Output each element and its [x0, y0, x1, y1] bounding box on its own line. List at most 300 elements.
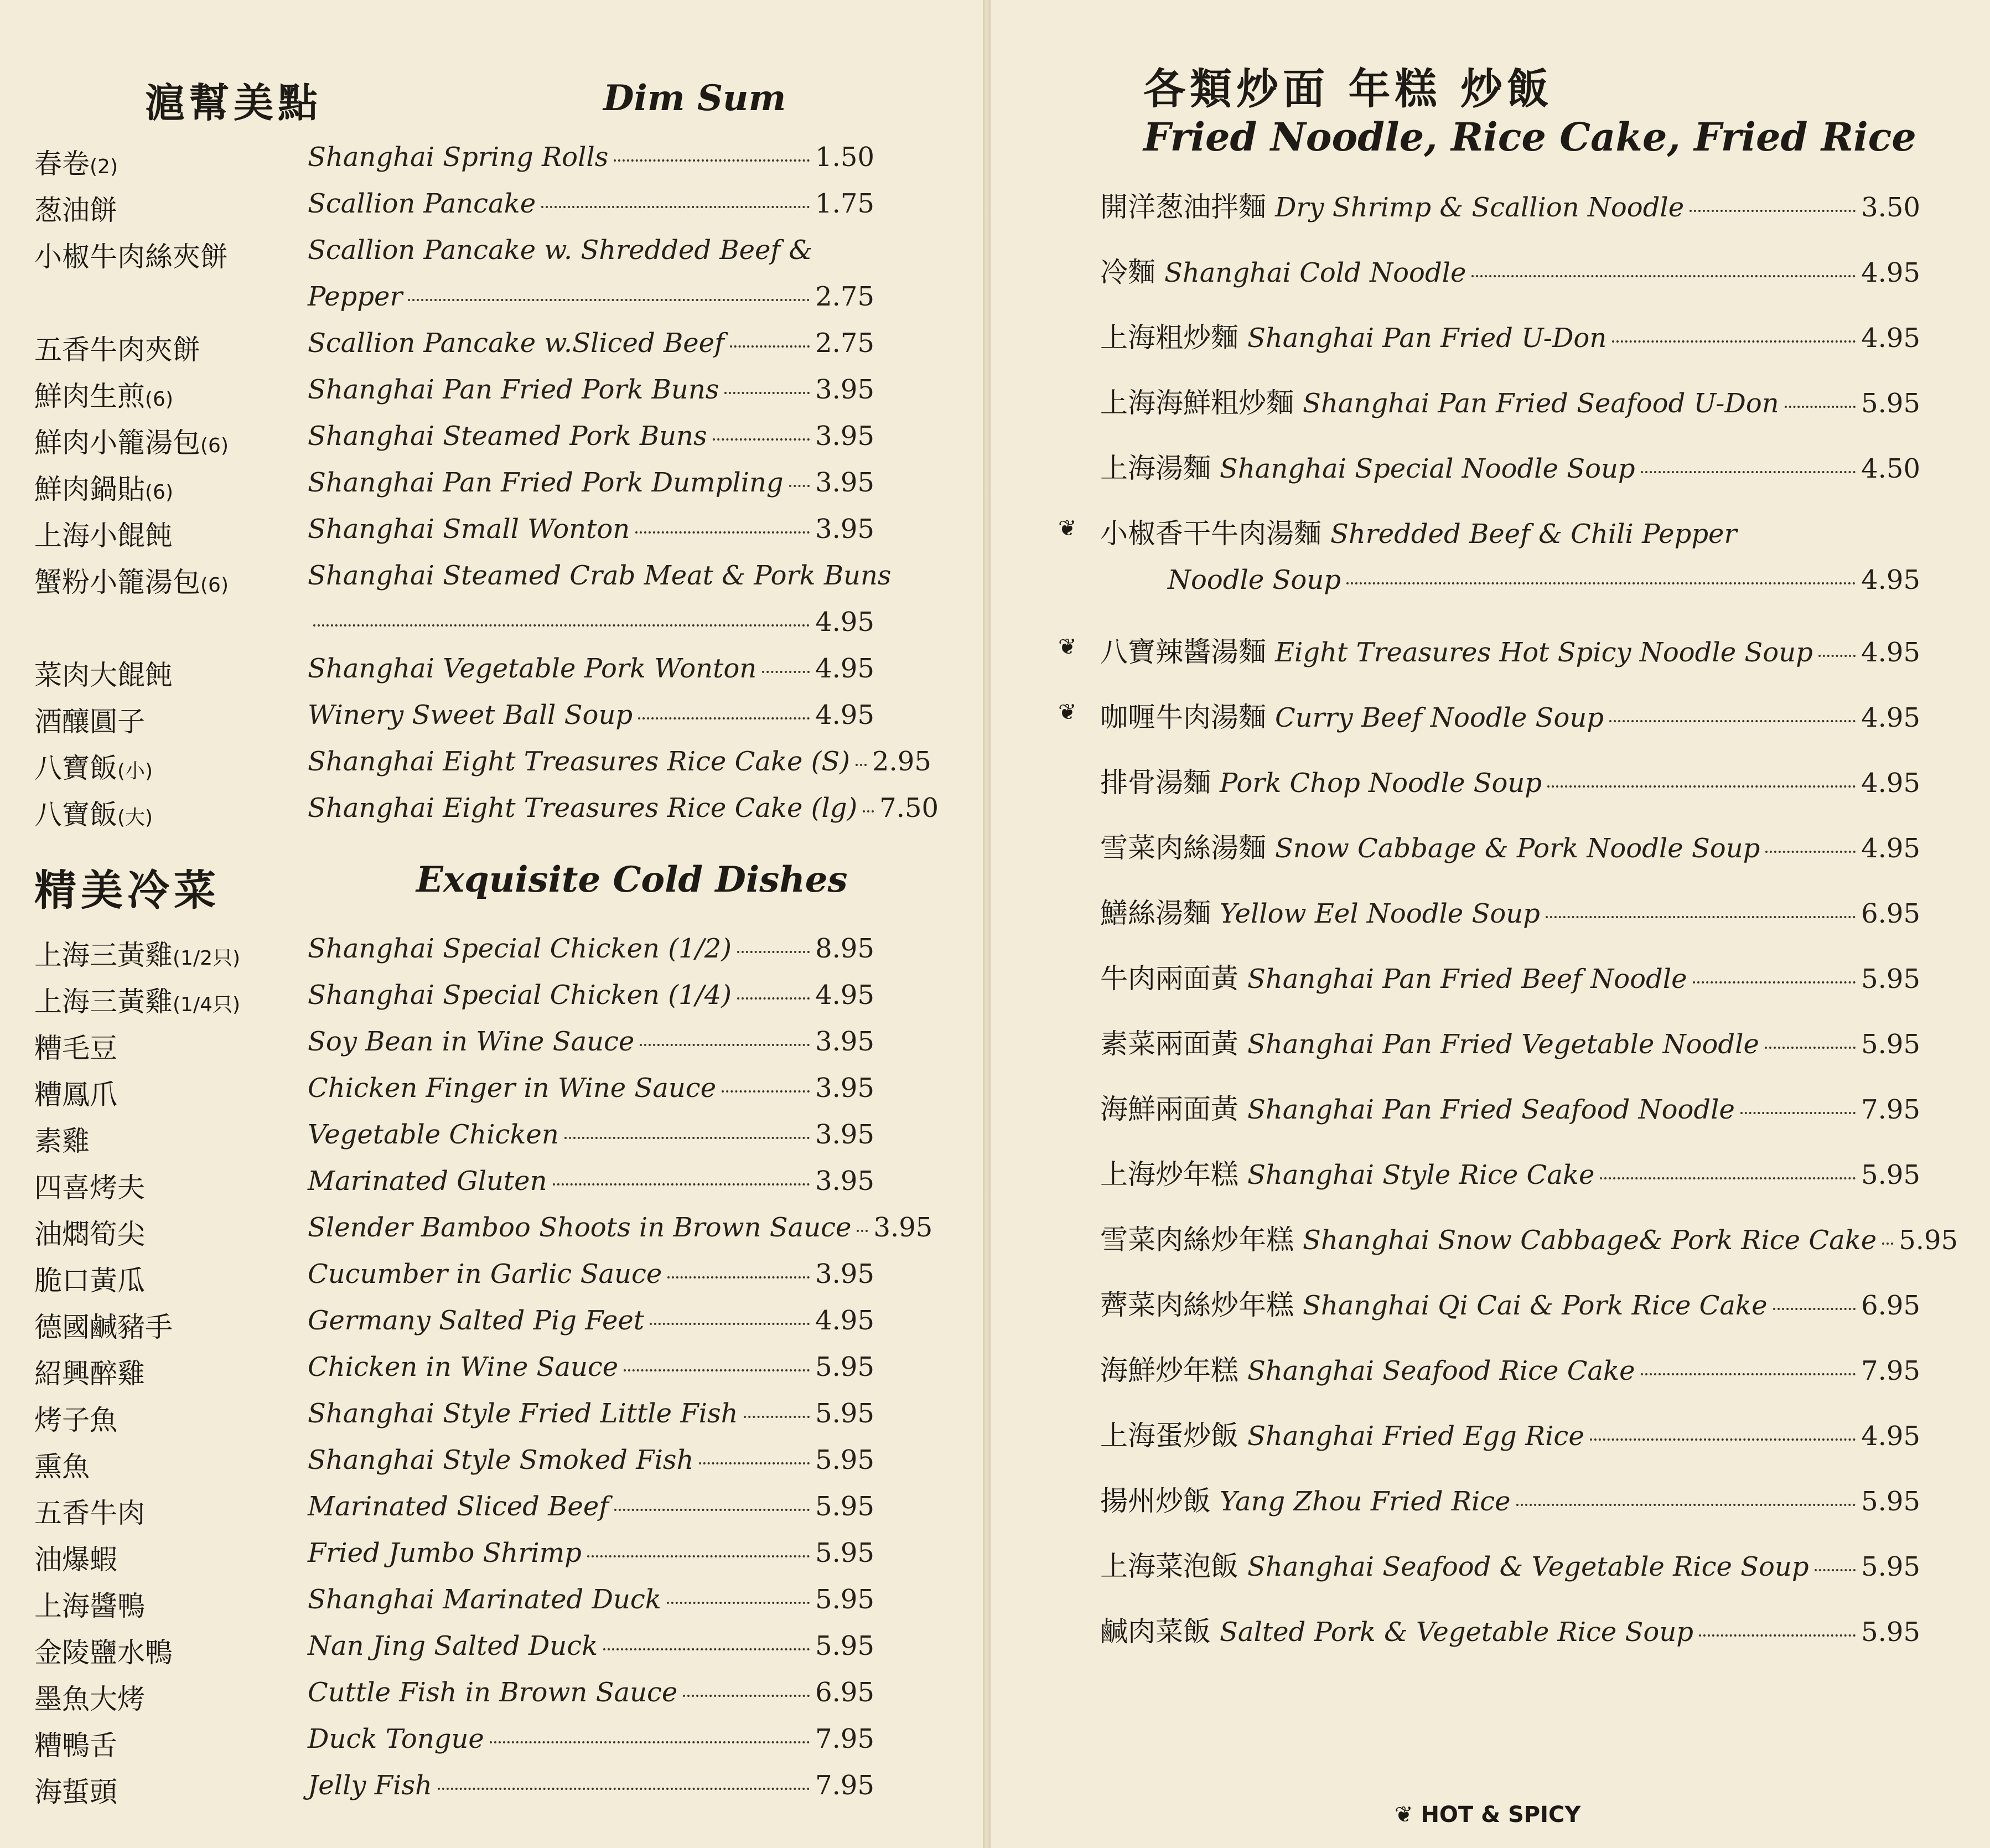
menu-item-row — [1100, 185, 1920, 225]
menu-item-row — [308, 793, 939, 824]
item-price: 5.95 — [815, 1445, 874, 1476]
leader-dots — [683, 1695, 810, 1697]
leader-dots — [762, 671, 810, 673]
item-price: 2.75 — [815, 328, 874, 359]
menu-item-row — [1100, 1609, 1920, 1649]
item-name-en: Nan Jing Salted Duck — [308, 1630, 598, 1661]
leader-dots — [863, 810, 874, 812]
item-name-en: Scallion Pancake w. Shredded Beef & — [308, 235, 813, 266]
menu-item-row — [1100, 760, 1920, 800]
item-price: 2.75 — [815, 281, 874, 312]
menu-item-name-cn — [34, 374, 173, 414]
item-cn: 咖喱牛肉湯麵 — [1100, 701, 1266, 733]
item-cn: 四喜烤夫 — [34, 1172, 145, 1204]
item-name-en: Shanghai Pan Fried Seafood Noodle — [1247, 1094, 1735, 1125]
item-price: 3.95 — [815, 421, 874, 452]
item-name-en: Eight Treasures Hot Spicy Noodle Soup — [1275, 637, 1813, 668]
item-name-en: Yellow Eel Noodle Soup — [1220, 898, 1540, 929]
item-name-en: Shanghai Special Chicken (1/4) — [308, 980, 732, 1011]
item-cn: 脆口黃瓜 — [34, 1265, 145, 1297]
leader-dots — [699, 1462, 810, 1464]
chili-pepper-icon: ❦ — [1395, 1802, 1413, 1828]
item-price: 4.95 — [1861, 833, 1920, 864]
menu-item-row — [308, 142, 874, 173]
leader-dots — [564, 1137, 810, 1139]
item-price: 6.95 — [1861, 1290, 1920, 1321]
menu-item-row-continued — [308, 607, 874, 638]
leader-dots — [1690, 210, 1856, 212]
leader-dots — [1785, 406, 1856, 408]
item-cn: 八寶飯 — [34, 752, 117, 784]
item-price: 5.95 — [815, 1584, 874, 1615]
noodle-title-cn: 各類炒面 年糕 炒飯 — [1143, 64, 1553, 113]
item-price: 6.95 — [815, 1677, 874, 1708]
hot-spicy-legend — [1395, 1802, 1580, 1828]
menu-item-row — [308, 1026, 874, 1057]
item-cn: 素雞 — [34, 1125, 90, 1157]
item-price: 5.95 — [815, 1630, 874, 1661]
menu-item-name-cn — [34, 1723, 117, 1763]
item-cn: 熏魚 — [34, 1451, 90, 1483]
legend-label: HOT & SPICY — [1421, 1802, 1581, 1828]
leader-dots — [587, 1555, 810, 1557]
item-price: 5.95 — [815, 1398, 874, 1429]
item-name-en: Slender Bamboo Shoots in Brown Sauce — [308, 1212, 852, 1243]
menu-item-row — [308, 1677, 874, 1708]
leader-dots — [789, 485, 810, 487]
item-name-en: Soy Bean in Wine Sauce — [308, 1026, 635, 1057]
item-price: 5.95 — [815, 1352, 874, 1383]
item-name-en: Shanghai Style Rice Cake — [1247, 1159, 1595, 1190]
item-cn: 油燜筍尖 — [34, 1218, 145, 1250]
item-name-en: Shanghai Small Wonton — [308, 514, 630, 545]
item-cn: 蟹粉小籠湯包 — [34, 566, 200, 598]
leader-dots — [1740, 1112, 1856, 1114]
menu-item-row — [308, 235, 885, 266]
item-price: 5.95 — [815, 1538, 874, 1569]
leader-dots — [603, 1648, 810, 1650]
item-cn: 上海小餛飩 — [34, 520, 173, 552]
item-price: 4.95 — [1861, 702, 1920, 733]
menu-item-row — [308, 188, 874, 219]
item-cn: 上海海鮮粗炒麵 — [1100, 387, 1294, 419]
leader-dots — [1641, 1373, 1856, 1375]
item-cn: 上海粗炒麵 — [1100, 322, 1238, 354]
item-cn: 牛肉兩面黃 — [1100, 962, 1238, 995]
menu-item-row — [308, 421, 874, 452]
menu-item-row — [308, 1305, 874, 1336]
menu-item-name-cn — [34, 1398, 117, 1438]
leader-dots — [737, 951, 810, 953]
item-price: 3.95 — [815, 1259, 874, 1290]
menu-item-row — [308, 933, 874, 964]
menu-item-row — [308, 1770, 874, 1801]
menu-item-name-cn — [34, 653, 173, 693]
item-name-en: Noodle Soup — [1168, 565, 1341, 596]
menu-item-row — [308, 1538, 874, 1569]
menu-item-name-cn — [34, 1026, 117, 1066]
menu-item-name-cn — [34, 1305, 173, 1345]
item-price: 1.50 — [815, 142, 874, 173]
leader-dots — [1773, 1308, 1856, 1310]
leader-dots — [614, 1509, 810, 1511]
menu-item-row — [1100, 250, 1920, 290]
menu-item-name-cn — [34, 1212, 145, 1252]
item-name-en: Shanghai Seafood & Vegetable Rice Soup — [1247, 1551, 1809, 1582]
menu-item-name-cn — [34, 1770, 117, 1810]
item-name-en: Shanghai Special Chicken (1/2) — [308, 933, 732, 964]
menu-item-name-cn — [34, 1073, 117, 1112]
menu-item-name-cn — [34, 933, 240, 973]
menu-item-row — [308, 1398, 874, 1429]
item-cn: 素菜兩面黃 — [1100, 1028, 1238, 1060]
item-name-en: Winery Sweet Ball Soup — [308, 700, 633, 731]
chili-pepper-icon: ❦ — [1058, 516, 1077, 541]
leader-dots — [1600, 1177, 1856, 1179]
item-price: 3.95 — [815, 1026, 874, 1057]
menu-item-row — [308, 746, 931, 777]
item-cn-note: (6) — [145, 481, 173, 504]
item-cn: 上海三黃雞 — [34, 939, 173, 971]
item-name-en: Curry Beef Noodle Soup — [1275, 702, 1604, 733]
item-cn: 揚州炒飯 — [1100, 1485, 1211, 1517]
menu-item-name-cn — [34, 1584, 145, 1624]
item-name-en: Shanghai Special Noodle Soup — [1220, 453, 1635, 484]
menu-item-row — [308, 1212, 933, 1243]
item-cn-note: (大) — [117, 806, 153, 829]
menu-item-row — [308, 1491, 874, 1522]
item-name-en: Scallion Pancake w.Sliced Beef — [308, 328, 724, 359]
item-name-en: Fried Jumbo Shrimp — [308, 1538, 582, 1569]
item-price: 7.95 — [815, 1770, 874, 1801]
item-cn: 上海蛋炒飯 — [1100, 1420, 1238, 1452]
item-name-en: Shanghai Pan Fried Vegetable Noodle — [1247, 1029, 1759, 1060]
item-cn: 鮮肉小籠湯包 — [34, 427, 200, 459]
item-name-en: Snow Cabbage & Pork Noodle Soup — [1275, 833, 1760, 864]
item-cn: 上海炒年糕 — [1100, 1158, 1238, 1190]
menu-item-row-continued — [308, 281, 874, 312]
item-price: 4.95 — [815, 653, 874, 684]
leader-dots — [667, 1276, 810, 1278]
item-cn: 小椒牛肉絲夾餅 — [34, 241, 228, 273]
menu-item-row — [1100, 956, 1920, 996]
item-name-en: Shanghai Pan Fried U-Don — [1247, 323, 1607, 354]
leader-dots — [713, 438, 810, 441]
item-price: 5.95 — [1861, 388, 1920, 419]
leader-dots — [640, 1044, 810, 1046]
menu-item-name-cn — [34, 1259, 145, 1298]
item-cn-note: (1/4只) — [173, 993, 241, 1016]
item-name-en: Pepper — [308, 281, 403, 312]
item-price: 4.95 — [1861, 637, 1920, 668]
leader-dots — [553, 1183, 810, 1186]
menu-item-row — [308, 1166, 874, 1197]
menu-item-row — [308, 980, 874, 1011]
leader-dots — [635, 531, 810, 534]
item-cn: 海鮮兩面黃 — [1100, 1093, 1238, 1125]
dimsum-title-cn: 滬幫美點 — [145, 79, 323, 126]
item-name-en: Shanghai Pan Fried Pork Dumpling — [308, 467, 784, 498]
item-name-en: Salted Pork & Vegetable Rice Soup — [1220, 1617, 1693, 1648]
item-cn: 上海醬鴨 — [34, 1590, 145, 1622]
chili-pepper-icon: ❦ — [1058, 700, 1077, 725]
item-cn: 八寶辣醬湯麵 — [1100, 636, 1266, 668]
item-cn: 烤子魚 — [34, 1404, 117, 1436]
leader-dots — [667, 1602, 810, 1604]
item-name-en: Pork Chop Noodle Soup — [1220, 768, 1542, 799]
leader-dots — [730, 345, 810, 348]
item-name-en: Cuttle Fish in Brown Sauce — [308, 1677, 678, 1708]
menu-item-row — [1100, 1087, 1920, 1127]
leader-dots — [1471, 275, 1856, 277]
cold-title-cn: 精美冷菜 — [34, 866, 220, 915]
item-name-en: Shanghai Steamed Pork Buns — [308, 421, 707, 452]
item-price: 2.95 — [872, 746, 931, 777]
item-price: 3.95 — [815, 374, 874, 405]
menu-item-name-cn — [34, 1445, 90, 1484]
item-price: 3.95 — [873, 1212, 933, 1243]
menu-item-row — [308, 1119, 874, 1150]
item-name-en: Shanghai Fried Egg Rice — [1247, 1421, 1584, 1452]
leader-dots — [1815, 1569, 1856, 1571]
item-price: 7.95 — [1861, 1094, 1920, 1125]
item-price: 4.95 — [815, 607, 874, 638]
leader-dots — [1609, 720, 1856, 722]
item-cn: 五香牛肉 — [34, 1497, 145, 1529]
menu-item-name-cn — [34, 1352, 145, 1391]
menu-item-name-cn — [34, 700, 145, 739]
menu-item-row — [1100, 1022, 1920, 1062]
leader-dots — [1547, 785, 1856, 788]
item-price: 4.95 — [1861, 257, 1920, 288]
item-cn: 鮮肉鍋貼 — [34, 473, 145, 505]
item-cn: 冷麵 — [1100, 256, 1155, 288]
item-name-en: Shanghai Style Fried Little Fish — [308, 1398, 738, 1429]
item-name-en: Shanghai Cold Noodle — [1164, 257, 1466, 288]
item-price: 5.95 — [1861, 1617, 1920, 1648]
item-name-en: Scallion Pancake — [308, 188, 536, 219]
item-price: 7.50 — [879, 793, 939, 824]
menu-item-row-continued — [1168, 565, 1920, 596]
leader-dots — [1641, 471, 1856, 473]
item-cn: 紹興醉雞 — [34, 1358, 145, 1390]
leader-dots — [1516, 1504, 1856, 1506]
item-cn: 開洋葱油拌麵 — [1100, 191, 1266, 223]
menu-item-name-cn — [34, 328, 200, 367]
menu-item-row — [1100, 1218, 1958, 1257]
item-cn: 排骨湯麵 — [1100, 767, 1211, 799]
item-price: 3.95 — [815, 1073, 874, 1104]
item-name-en: Shanghai Pan Fried Beef Noodle — [1247, 964, 1687, 995]
menu-item-row — [1100, 891, 1920, 931]
item-name-en: Yang Zhou Fried Rice — [1220, 1486, 1511, 1517]
menu-item-row — [308, 514, 874, 545]
menu-item-row — [308, 467, 874, 498]
menu-item-row — [308, 1073, 874, 1104]
chili-pepper-icon: ❦ — [1058, 634, 1077, 660]
item-cn: 糟鴨舌 — [34, 1730, 117, 1762]
item-name-en: Shanghai Marinated Duck — [308, 1584, 661, 1615]
leader-dots — [408, 299, 810, 301]
item-cn: 小椒香干牛肉湯麵 — [1100, 517, 1322, 550]
item-price: 7.95 — [1861, 1355, 1920, 1386]
menu-item-row — [308, 653, 874, 684]
item-price: 3.50 — [1861, 192, 1920, 223]
menu-item-name-cn — [34, 1166, 145, 1205]
item-price: 4.95 — [1861, 768, 1920, 799]
item-name-en: Shanghai Eight Treasures Rice Cake (lg) — [308, 793, 858, 824]
item-price: 6.95 — [1861, 898, 1920, 929]
leader-dots — [1346, 582, 1856, 584]
item-name-en: Shanghai Eight Treasures Rice Cake (S) — [308, 746, 851, 777]
menu-item-row — [1100, 315, 1920, 355]
item-name-en: Shanghai Pan Fried Pork Buns — [308, 374, 719, 405]
item-cn: 上海三黃雞 — [34, 986, 173, 1018]
item-cn: 薺菜肉絲炒年糕 — [1100, 1289, 1294, 1321]
item-price: 5.95 — [1899, 1225, 1958, 1256]
menu-item-name-cn — [34, 1630, 173, 1670]
leader-dots — [1765, 851, 1856, 853]
item-name-en: Chicken in Wine Sauce — [308, 1352, 619, 1383]
menu-item-row — [1100, 630, 1920, 670]
menu-item-row — [1100, 511, 1920, 551]
item-cn: 五香牛肉夾餅 — [34, 334, 200, 366]
item-name-en: Shanghai Steamed Crab Meat & Pork Buns — [308, 560, 892, 591]
item-cn: 葱油餅 — [34, 194, 117, 226]
item-price: 1.75 — [815, 188, 874, 219]
leader-dots — [1882, 1243, 1893, 1245]
item-price: 5.95 — [1861, 1159, 1920, 1190]
leader-dots — [541, 206, 810, 208]
item-cn: 糟鳳爪 — [34, 1079, 117, 1111]
item-price: 5.95 — [1861, 964, 1920, 995]
left-menu-panel — [0, 0, 983, 1848]
leader-dots — [737, 997, 810, 1000]
menu-item-row — [1100, 1283, 1920, 1323]
item-cn: 鹹肉菜飯 — [1100, 1616, 1211, 1648]
menu-item-name-cn — [34, 746, 153, 786]
item-price: 4.95 — [815, 1305, 874, 1336]
item-cn: 春卷 — [34, 148, 90, 180]
menu-item-row — [308, 1259, 874, 1290]
item-price: 4.95 — [815, 980, 874, 1011]
leader-dots — [650, 1323, 810, 1325]
item-cn: 鮮肉生煎 — [34, 380, 145, 412]
menu-item-row — [308, 374, 874, 405]
menu-item-row — [1100, 1348, 1920, 1388]
cold-title-en: Exquisite Cold Dishes — [416, 859, 848, 900]
item-cn-note: (6) — [145, 388, 173, 411]
item-name-en: Vegetable Chicken — [308, 1119, 559, 1150]
leader-dots — [1765, 1047, 1856, 1049]
item-price: 3.95 — [815, 1166, 874, 1197]
item-name-en: Marinated Sliced Beef — [308, 1491, 609, 1522]
menu-item-name-cn — [34, 421, 229, 460]
menu-item-name-cn — [34, 514, 173, 553]
menu-item-row — [1100, 1152, 1920, 1192]
item-price: 5.95 — [1861, 1486, 1920, 1517]
menu-item-name-cn — [34, 1677, 145, 1717]
item-price: 5.95 — [815, 1491, 874, 1522]
menu-item-row — [1100, 446, 1920, 486]
item-price: 5.95 — [1861, 1029, 1920, 1060]
item-cn: 油爆蝦 — [34, 1544, 117, 1576]
item-name-en: Shanghai Qi Cai & Pork Rice Cake — [1303, 1290, 1768, 1321]
item-name-en: Shanghai Spring Rolls — [308, 142, 609, 173]
menu-item-name-cn — [34, 1119, 90, 1159]
leader-dots — [490, 1741, 810, 1743]
leader-dots — [1818, 655, 1856, 657]
menu-item-row — [308, 1584, 874, 1615]
item-price: 4.95 — [1861, 323, 1920, 354]
menu-item-name-cn — [34, 467, 173, 507]
item-cn: 雪菜肉絲炒年糕 — [1100, 1224, 1294, 1256]
menu-item-row — [308, 700, 874, 731]
item-cn: 上海湯麵 — [1100, 452, 1211, 484]
menu-item-row — [308, 1352, 874, 1383]
item-name-en: Dry Shrimp & Scallion Noodle — [1275, 192, 1685, 223]
noodle-title-en: Fried Noodle, Rice Cake, Fried Rice — [1143, 114, 1916, 160]
leader-dots — [1546, 916, 1856, 918]
menu-item-row — [1100, 1414, 1920, 1453]
item-cn: 海鮮炒年糕 — [1100, 1354, 1238, 1386]
item-name-en: Shanghai Snow Cabbage& Pork Rice Cake — [1303, 1225, 1877, 1256]
item-price: 7.95 — [815, 1723, 874, 1754]
item-name-en: Duck Tongue — [308, 1723, 484, 1754]
item-cn-note: (小) — [117, 760, 153, 783]
item-cn: 糟毛豆 — [34, 1032, 117, 1064]
leader-dots — [1699, 1634, 1856, 1637]
item-name-en: Shanghai Seafood Rice Cake — [1247, 1355, 1635, 1386]
leader-dots — [1693, 981, 1856, 983]
leader-dots — [313, 624, 810, 627]
item-cn: 菜肉大餛飩 — [34, 659, 173, 691]
menu-item-name-cn — [34, 1491, 145, 1531]
item-price: 4.95 — [1861, 1421, 1920, 1452]
menu-item-row — [1100, 695, 1920, 735]
leader-dots — [744, 1416, 810, 1418]
item-name-en: Shanghai Style Smoked Fish — [308, 1445, 694, 1476]
item-price: 5.95 — [1861, 1551, 1920, 1582]
leader-dots — [1612, 340, 1856, 343]
item-cn: 德國鹹豬手 — [34, 1311, 173, 1343]
item-name-en: Marinated Gluten — [308, 1166, 547, 1197]
item-cn-note: (6) — [200, 434, 229, 457]
leader-dots — [856, 764, 867, 766]
menu-item-name-cn — [34, 980, 240, 1019]
item-name-en: Jelly Fish — [308, 1770, 432, 1801]
menu-item-row — [1100, 1544, 1920, 1584]
item-cn: 上海菜泡飯 — [1100, 1550, 1238, 1582]
item-price: 8.95 — [815, 933, 874, 964]
menu-item-name-cn — [34, 142, 118, 182]
item-cn-note: (2) — [90, 156, 118, 178]
leader-dots — [722, 1090, 810, 1093]
leader-dots — [857, 1230, 868, 1232]
item-cn: 酒釀圓子 — [34, 706, 145, 738]
item-name-en: Shanghai Pan Fried Seafood U-Don — [1303, 388, 1779, 419]
menu-item-row — [1100, 381, 1920, 421]
dimsum-title-en: Dim Sum — [603, 77, 786, 119]
menu-item-name-cn — [34, 1538, 117, 1577]
item-cn: 雪菜肉絲湯麵 — [1100, 832, 1266, 864]
menu-item-row — [1100, 1479, 1920, 1519]
menu-item-name-cn — [34, 188, 117, 228]
item-name-en: Germany Salted Pig Feet — [308, 1305, 645, 1336]
menu-fold — [983, 0, 991, 1848]
item-price: 3.95 — [815, 514, 874, 545]
item-name-en: Cucumber in Garlic Sauce — [308, 1259, 662, 1290]
